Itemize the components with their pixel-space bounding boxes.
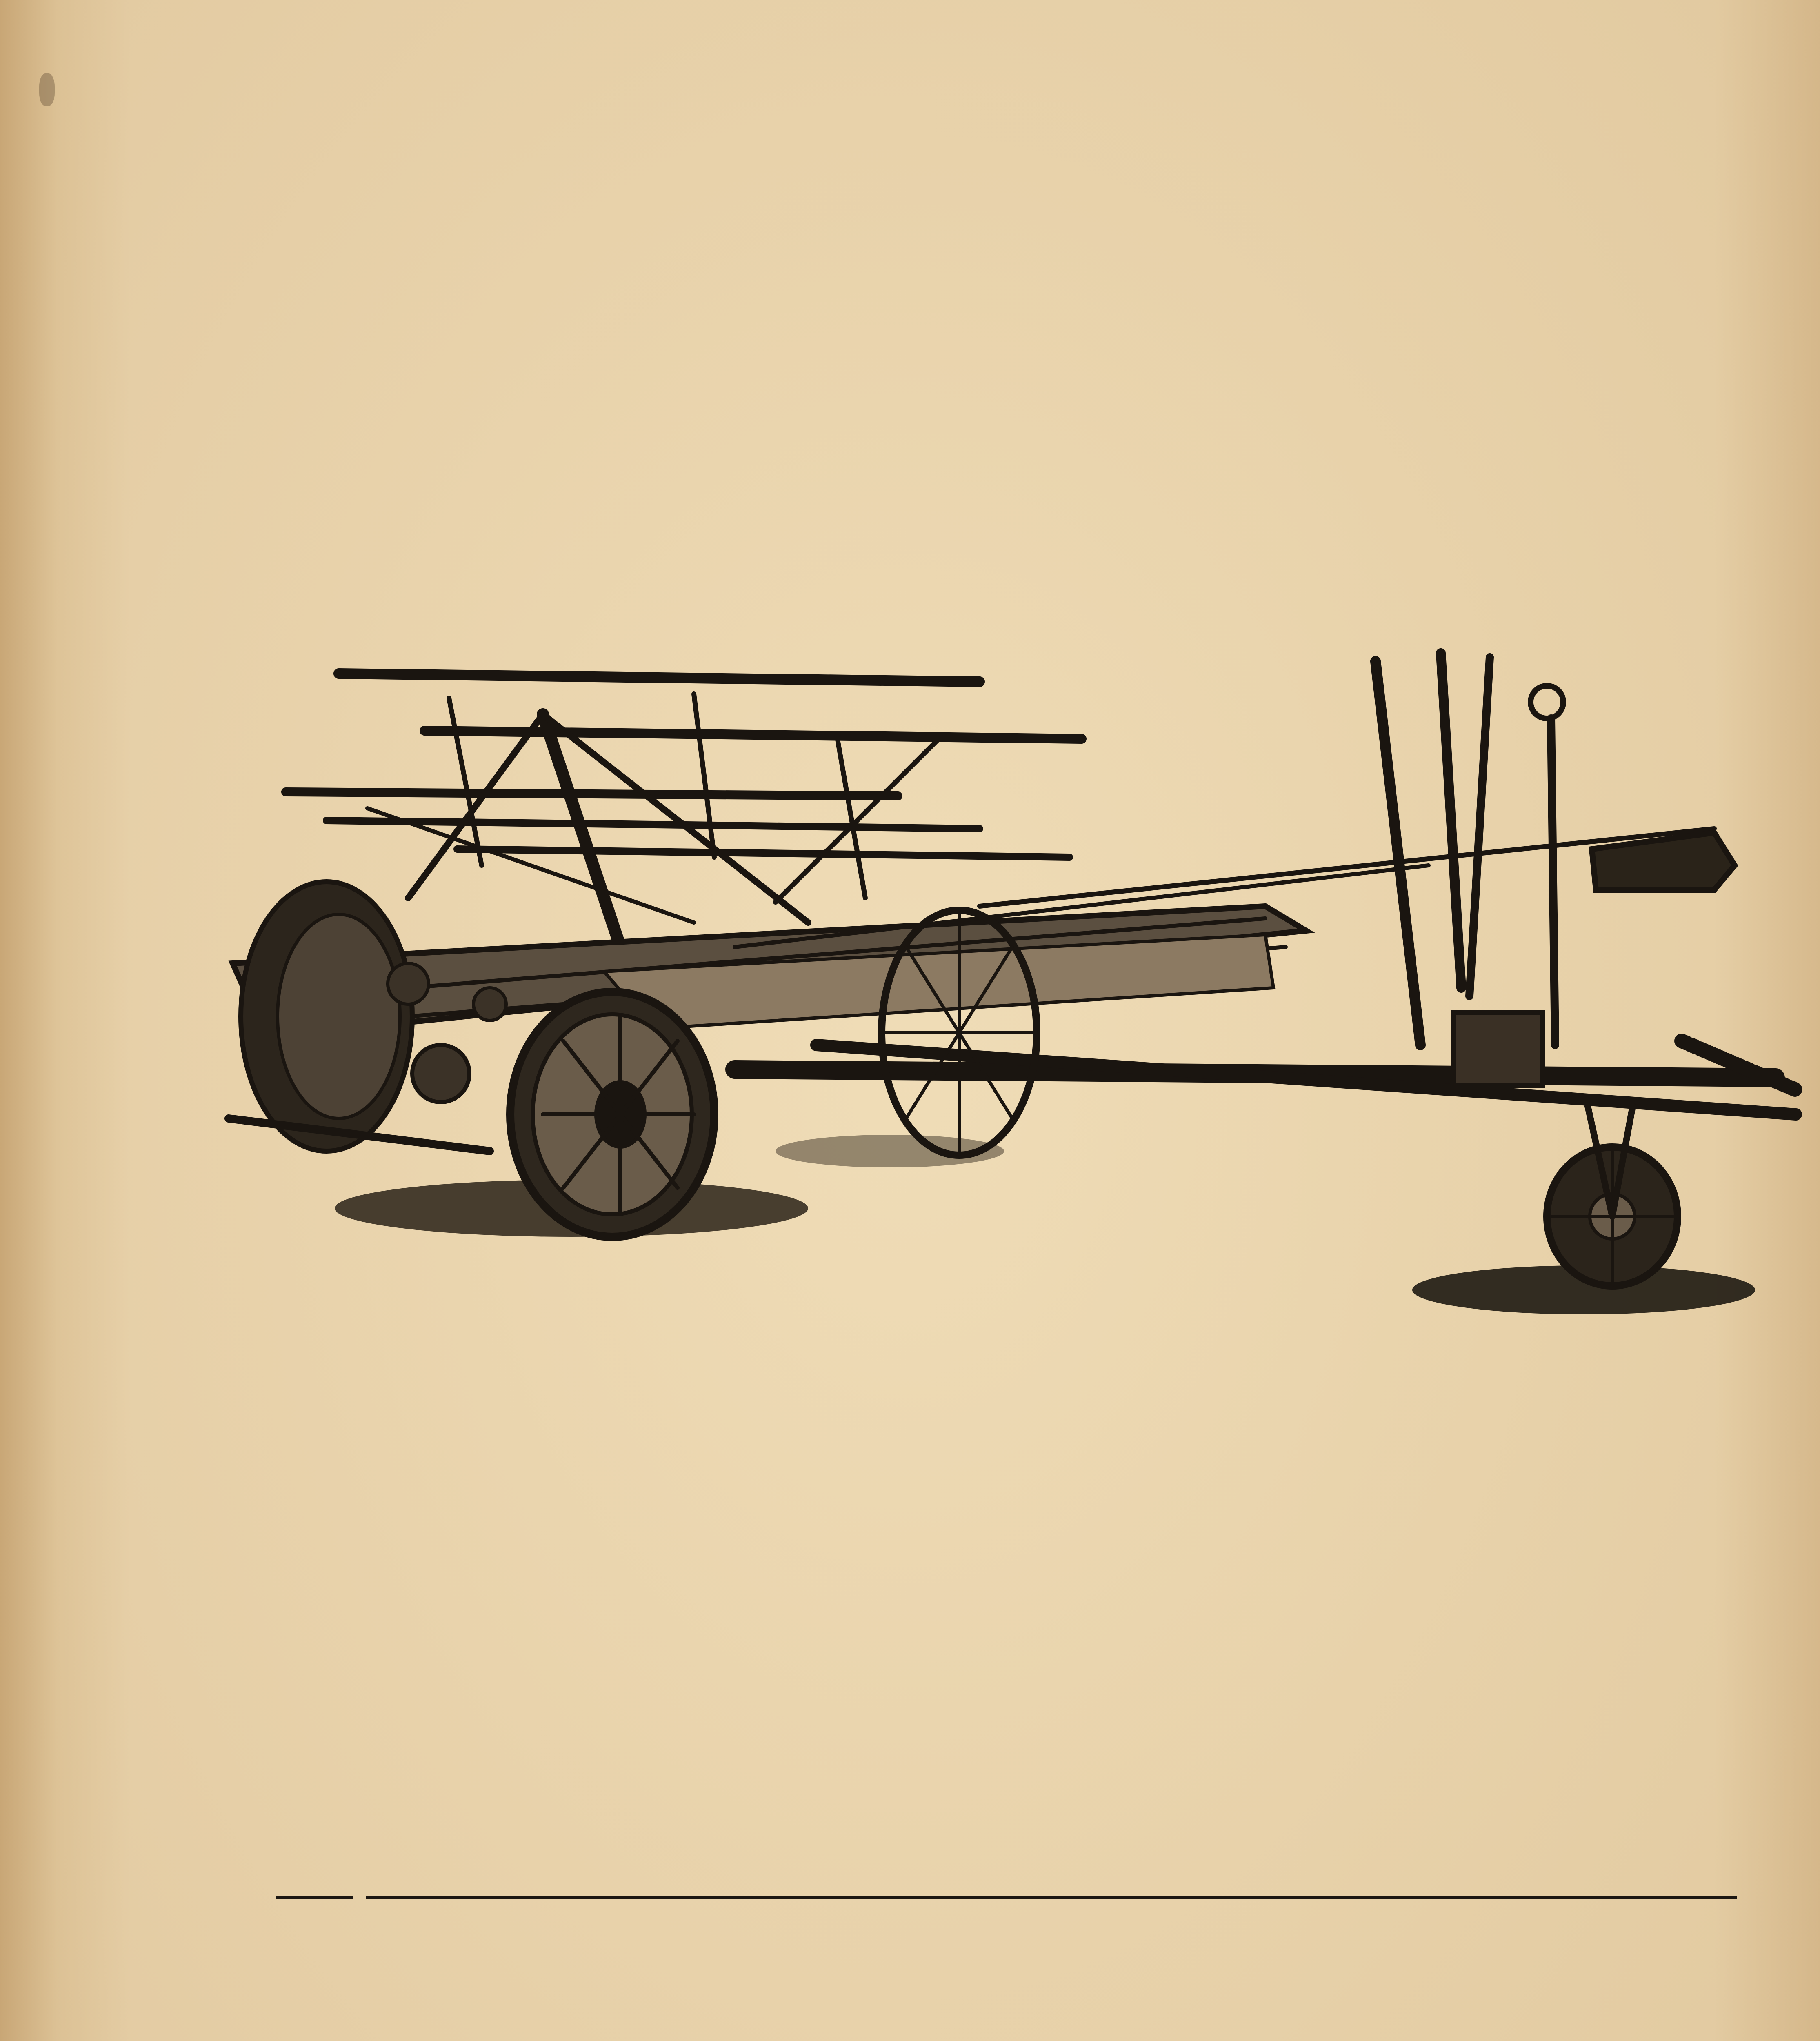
flax-cutting-machine-illustration xyxy=(204,637,1820,1339)
divider-long xyxy=(366,1896,1737,1899)
flax-section-text xyxy=(276,1421,1747,1436)
binding-mark xyxy=(39,73,55,106)
divider-short xyxy=(276,1896,353,1899)
